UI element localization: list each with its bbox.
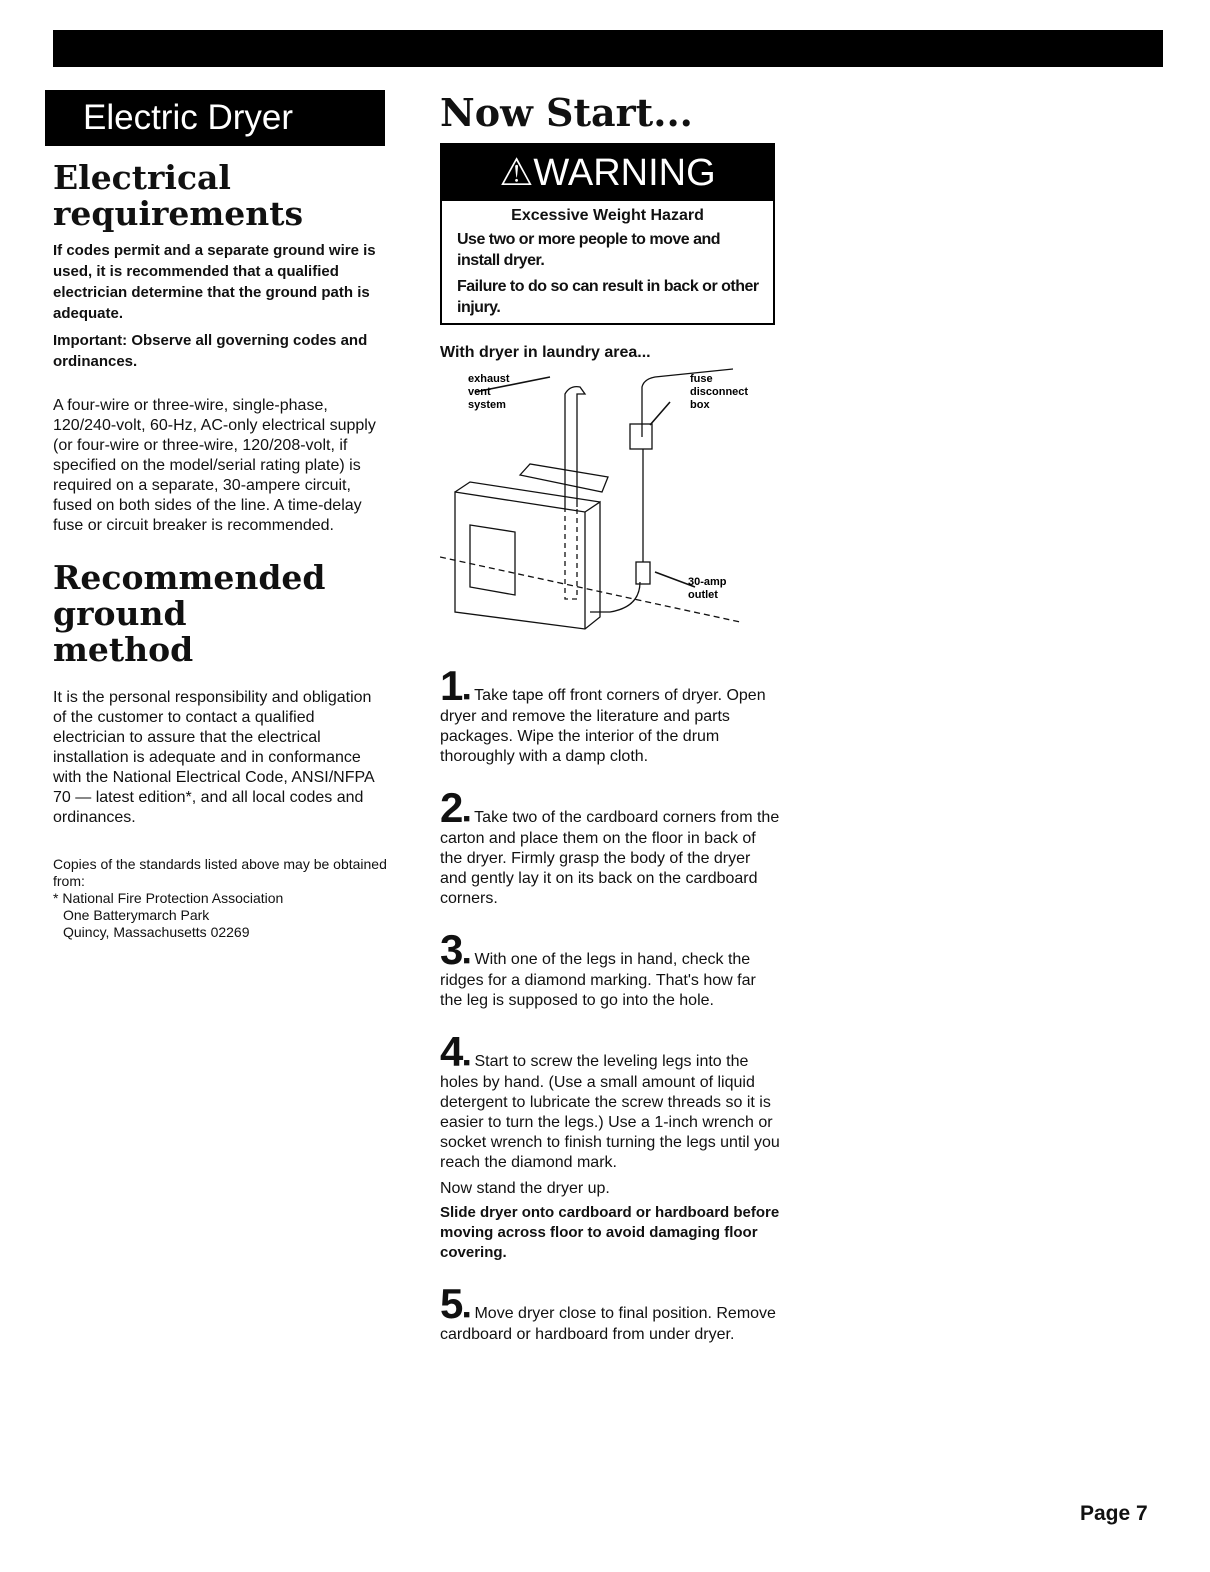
step-number: 2: [440, 784, 464, 831]
page-number: Page 7: [1080, 1502, 1148, 1525]
section-label: Electric Dryer: [45, 90, 385, 146]
heading-now-start: Now Start...: [440, 90, 693, 135]
warning-title: ⚠WARNING: [442, 145, 773, 201]
header-bar: [53, 30, 1163, 67]
warning-box: [440, 143, 775, 325]
address-line: One Batterymarch Park: [63, 907, 210, 923]
label-fuse-box: fuse disconnect box: [690, 373, 749, 411]
step-text: Take two of the cardboard corners from the carton and place them on the floor in back of the dryer. Firmly grasp the body of the dryer and gently lay it on its back on the cardboard corners.: [440, 809, 780, 907]
step-number: 1: [440, 662, 464, 709]
copies-note: Copies of the standards listed above may be obtained from:: [53, 856, 387, 889]
step-text: Move dryer close to final position. Remove cardboard or hardboard from under dryer.: [440, 1305, 776, 1343]
heading-electrical-requirements: Electrical requirements: [53, 158, 304, 233]
step-4-stand-up: Now stand the dryer up.: [440, 1180, 610, 1197]
step-text: Take tape off front corners of dryer. Open dryer and remove the literature and parts packages. Wipe the interior of the drum thoroughly with a damp cloth.: [440, 687, 766, 765]
step-5: 5■ Move dryer close to final position. Remove cardboard or hardboard from under dryer.: [440, 1280, 776, 1343]
dryer-console: [520, 464, 608, 492]
supply-requirements: A four-wire or three-wire, single-phase, 120/240-volt, 60-Hz, AC-only electrical supply (or four-wire or three-wire, 120/208-volt, if specified on the model/serial rating plate) is required on a separate, 30-ampere circuit, fused on both sides of the line. A time-delay fuse or circuit breaker is recommended.: [53, 397, 376, 534]
dryer-door: [470, 525, 515, 595]
warning-line: Failure to do so can result in back or other injury.: [457, 278, 759, 316]
diagram-caption: With dryer in laundry area...: [440, 344, 651, 361]
step-number: 3: [440, 926, 464, 973]
label-exhaust: exhaust vent system: [468, 373, 510, 411]
step-number: 4: [440, 1028, 464, 1075]
outlet-icon: [636, 562, 650, 584]
step-2: 2■ Take two of the cardboard corners from the carton and place them on the floor in back of the dryer. Firmly grasp the body of the dryer and gently lay it on its back on the cardboard corners.: [440, 784, 780, 907]
step-text: Start to screw the leveling legs into the holes by hand. (Use a small amount of liquid detergent to lubricate the screw threads so it is easier to turn the legs.) Use a 1-inch wrench or socket wrench to finish turning the legs until you reach the diamond mark.: [440, 1053, 780, 1171]
address-line: * National Fire Protection Association: [53, 890, 284, 906]
step-text: With one of the legs in hand, check the ridges for a diamond marking. That's how far the leg is supposed to go into the hole.: [440, 951, 756, 1009]
fuse-box-icon: [630, 424, 652, 449]
conduit: [642, 369, 733, 437]
ground-wire-note: If codes permit and a separate ground wire is used, it is recommended that a qualified electrician determine that the ground path is adequate.: [53, 242, 376, 322]
warning-line: Use two or more people to move and install dryer.: [457, 231, 721, 269]
step-4-caution: Slide dryer onto cardboard or hardboard before moving across floor to avoid damaging floor covering.: [440, 1204, 780, 1261]
address-line: Quincy, Massachusetts 02269: [63, 924, 250, 940]
step-1: 1■ Take tape off front corners of dryer. Open dryer and remove the literature and parts packages. Wipe the interior of the drum thoroughly with a damp cloth.: [440, 662, 766, 765]
label-outlet: 30-amp outlet: [688, 576, 727, 601]
heading-ground-method: Recommended ground method: [53, 558, 326, 669]
ground-method-text: It is the personal responsibility and obligation of the customer to contact a qualified electrician to assure that the electrical installation is adequate and in conformance with the National Electrical Code, ANSI/NFPA 70 — latest edition*, and all local codes and ordinances.: [53, 689, 374, 826]
dryer-body: [455, 492, 600, 629]
step-3: 3■ With one of the legs in hand, check the ridges for a diamond marking. That's how far the leg is supposed to go into the hole.: [440, 926, 756, 1009]
left-column: [53, 90, 388, 941]
right-column: [440, 90, 780, 1371]
step-4: 4■ Start to screw the leveling legs into the holes by hand. (Use a small amount of liquid detergent to lubricate the screw threads so it is easier to turn the legs.) Use a 1-inch wrench or socket wrench to finish turning the legs until you reach the diamond mark. Now stand the dryer up. Slide dryer onto cardboard or hardboard before moving across floor to avoid damaging floor covering.: [440, 1028, 780, 1261]
dryer-installation-diagram: [440, 367, 780, 657]
exhaust-vent-icon: [565, 387, 585, 507]
warning-subtitle: Excessive Weight Hazard: [511, 207, 704, 224]
important-note: Important: Observe all governing codes and ordinances.: [53, 332, 368, 370]
step-number: 5: [440, 1280, 464, 1327]
